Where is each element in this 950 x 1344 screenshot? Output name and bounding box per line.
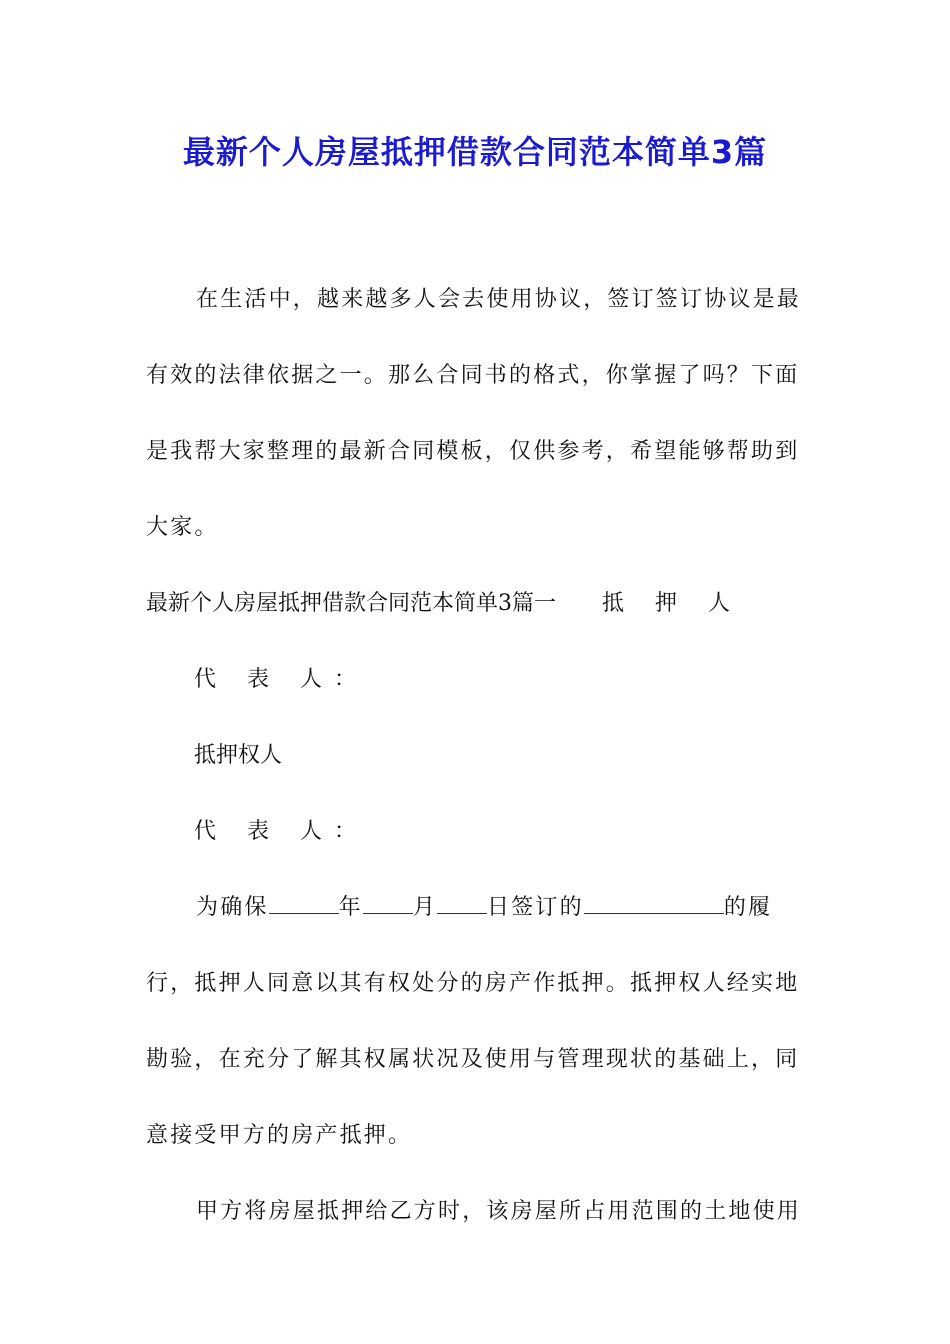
clause-1-text-c: 月: [412, 895, 438, 920]
document-body: [146, 262, 816, 1250]
clause-1-text-d: 日签订的: [487, 895, 584, 920]
mortgagee-line: [146, 718, 816, 794]
representative-label-2: 代 表 人：: [194, 819, 368, 844]
section-heading: 最新个人房屋抵押借款合同范本简单3篇一: [146, 591, 556, 616]
representative-line-2: [146, 794, 816, 870]
day-blank: [437, 893, 487, 914]
representative-line-1: [146, 642, 816, 718]
clause-1-paragraph: [146, 870, 816, 1174]
document-title: 最新个人房屋抵押借款合同范本简单3篇: [182, 133, 768, 171]
intro-paragraph: 在生活中，越来越多人会去使用协议，签订签订协议是最有效的法律依据之一。那么合同书的格式，你掌握了吗？下面是我帮大家整理的最新合同模板，仅供参考，希望能够帮助到大家。: [146, 287, 802, 540]
contract-name-blank: [584, 893, 724, 914]
clause-1-text-a: 为确保: [196, 895, 269, 920]
year-blank: [269, 893, 339, 914]
clause-1-text-e: 的履行，抵押人同意以其有权处分的房产作抵押。抵押权人经实地勘验，在充分了解其权属状况及使用与管理现状的基础上，同意接受甲方的房产抵押。: [146, 895, 800, 1148]
clause-2-paragraph: 甲方将房屋抵押给乙方时，该房屋所占用范围的土地使用: [196, 1199, 802, 1224]
mortgagor-label: 抵 押 人: [602, 591, 742, 616]
clause-1-text-b: 年: [338, 895, 363, 920]
section-heading-line: [146, 566, 816, 642]
mortgagee-label: 抵押权人: [194, 743, 283, 768]
month-blank: [363, 893, 413, 914]
representative-label-1: 代 表 人：: [194, 667, 368, 692]
